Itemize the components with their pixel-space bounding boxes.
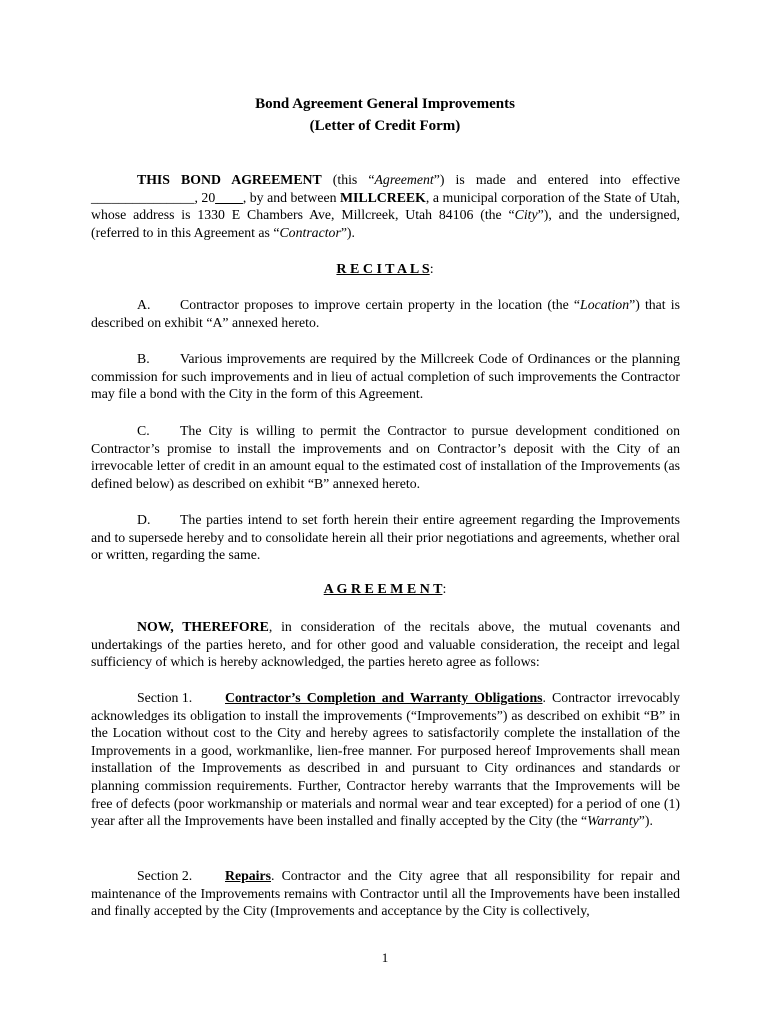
- section-label: Section 2.: [137, 868, 193, 883]
- document-subtitle: (Letter of Credit Form): [309, 118, 461, 134]
- recital-b: B. Various improvements are required by the Millcreek Code of Ordinances or the planning commission for such improvements and in lieu of actual completion of such improvements the Contractor may file a bond with the City in the form of this Agreement.: [91, 351, 680, 402]
- section-title: Contractor’s Completion and Warranty Obligations: [225, 690, 543, 705]
- recital-marker: B.: [137, 351, 150, 366]
- recital-d: D. The parties intend to set forth herein their entire agreement regarding the Improvements and to supersede hereby and to consolidate herein all their prior negotiations and agreements, whether oral or written, regarding the same.: [91, 512, 680, 563]
- location-term: Location: [580, 297, 630, 312]
- recital-a: A. Contractor proposes to improve certain property in the location (the “Location”) that is described on exhibit “A” annexed hereto.: [91, 297, 680, 330]
- section-title: Repairs: [225, 868, 271, 883]
- page-number: 1: [381, 950, 389, 965]
- agreement-heading: A G R E E M E N T:: [323, 582, 447, 597]
- city-term: City: [514, 207, 538, 223]
- section-2: Section 2. Repairs. Contractor and the City agree that all responsibility for repair and maintenance of the Improvements remains with Contractor until all the Improvements have been installed and finally accepted by the City (Improvements and acceptance by the City is collectively,: [91, 868, 680, 919]
- now-therefore-lead: NOW, THEREFORE: [137, 619, 269, 634]
- recitals-heading: R E C I T A L S:: [336, 262, 434, 277]
- city-name: MILLCREEK: [340, 189, 426, 205]
- now-therefore-paragraph: NOW, THEREFORE, in consideration of the recitals above, the mutual covenants and undertakings of the parties hereto, and for other good and valuable consideration, the receipt and legal sufficiency of which is hereby acknowledged, the parties hereto agree as follows:: [91, 619, 680, 670]
- section-1: Section 1. Contractor’s Completion and Warranty Obligations. Contractor irrevocably acknowledges its obligation to install the improvements (“Improvements”) as described on exhibit “B” in the Location without cost to the City and hereby agrees to satisfactorily complete the installation of the Improvements in a good, workmanlike, lien-free manner. For purposed hereof Improvements shall mean installation of the Improvements as described in and pursuant to City ordinances and standards or planning commission requirements. Further, Contractor hereby warrants that the Improvements will be free of defects (poor workmanship or materials and normal wear and tear excepted) for a period of one (1) year after all the Improvements have been installed and finally accepted by the City (the “Warranty”).: [91, 690, 680, 829]
- recital-marker: C.: [137, 423, 150, 438]
- year-blank: ____: [215, 189, 243, 205]
- recital-marker: A.: [137, 297, 151, 312]
- intro-lead: THIS BOND AGREEMENT: [137, 172, 322, 187]
- intro-paragraph: THIS BOND AGREEMENT (this “Agreement”) is made and entered into effective _______________, 20____, by and between MILLCREEK, a municipal corporation of the State of Utah, whose address is 1330 E Chambers Ave, Millcreek, Utah 84106 (the “City”), and the undersigned, (referred to in this Agreement as “Contractor”).: [91, 172, 680, 240]
- recital-c: C. The City is willing to permit the Contractor to pursue development conditioned on Contractor’s promise to install the improvements and on Contractor’s deposit with the City of an irrevocable letter of credit in an amount equal to the estimated cost of installation of the Improvements (as defined below) as described on exhibit “B” annexed hereto.: [91, 423, 680, 491]
- warranty-term: Warranty: [587, 813, 639, 829]
- contractor-term: Contractor: [279, 224, 341, 240]
- document-title: Bond Agreement General Improvements: [255, 96, 515, 112]
- section-label: Section 1.: [137, 690, 193, 705]
- agreement-term: Agreement: [374, 172, 434, 187]
- recital-marker: D.: [137, 512, 151, 527]
